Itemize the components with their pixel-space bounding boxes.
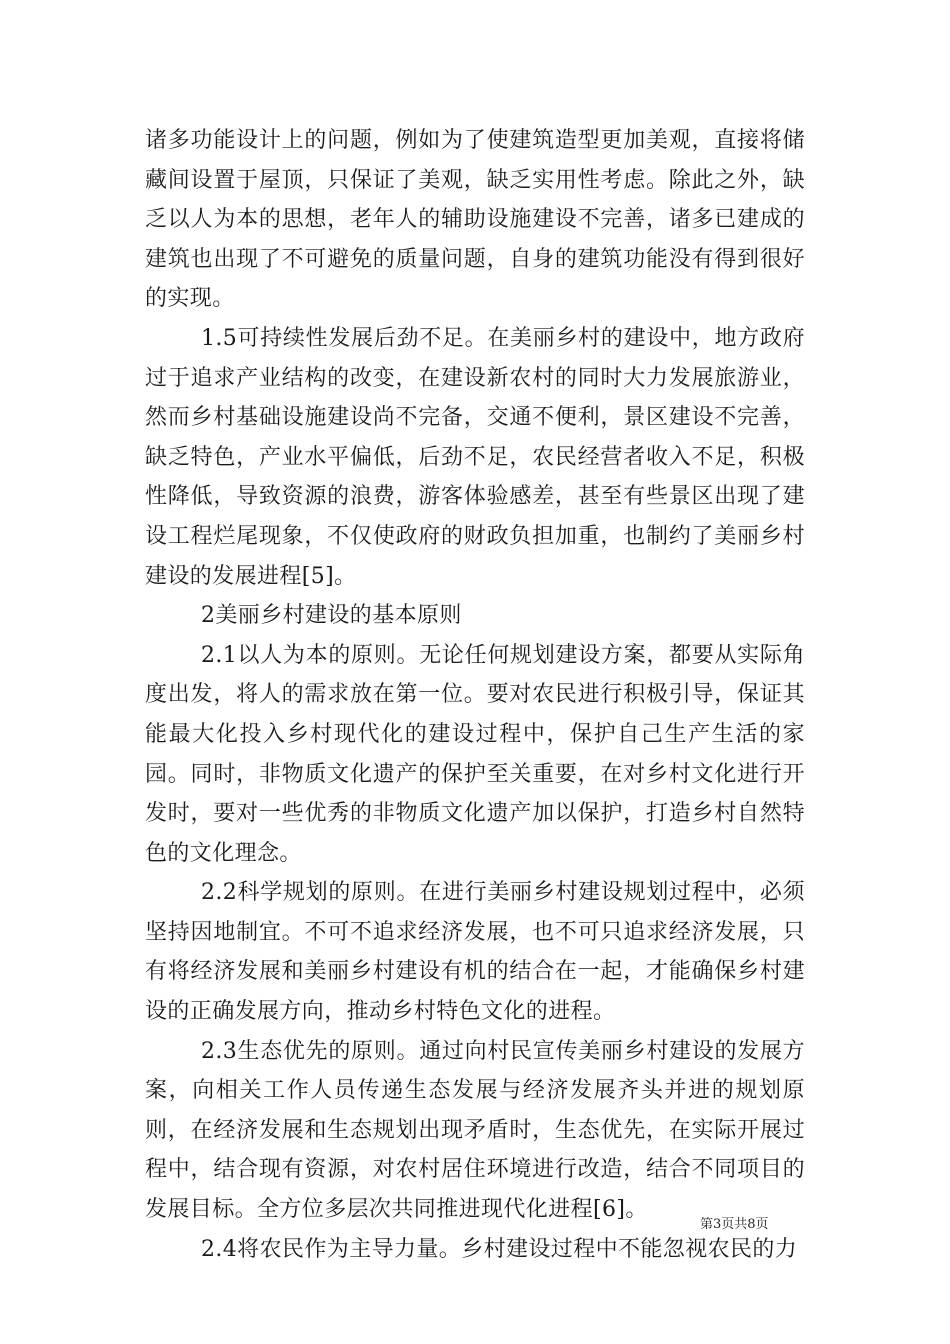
paragraph-section-1-5: 1.5可持续性发展后劲不足。在美丽乡村的建设中，地方政府过于追求产业结构的改变，在建设新农村的同时大力发展旅游业，然而乡村基础设施建设尚不完备，交通不便利，景区建设不完善，缺乏特色，产业水平偏低，后劲不足，农民经营者收入不足，积极性降低，导致资源的浪费，游客体验感差，甚至有些景区出现了建设工程烂尾现象，不仅使政府的财政负担加重，也制约了美丽乡村建设的发展进程[5]。 xyxy=(145,325,805,589)
paragraph-section-2-3: 2.3生态优先的原则。通过向村民宣传美丽乡村建设的发展方案，向相关工作人员传递生态发展与经济发展齐头并进的规划原则，在经济发展和生态规划出现矛盾时，生态优先，在实际开展过程中，结合现有资源，对农村居住环境进行改造，结合不同项目的发展目标。全方位多层次共同推进现代化进程[6]。 xyxy=(145,1038,805,1223)
page-number-footer: 第3页共8页 xyxy=(700,1217,769,1232)
paragraph-section-2-4: 2.4将农民作为主导力量。乡村建设过程中不能忽视农民的力 xyxy=(201,1236,798,1262)
paragraph-section-2-2: 2.2科学规划的原则。在进行美丽乡村建设规划过程中，必须坚持因地制宜。不可不追求经济发展，也不可只追求经济发展，只有将经济发展和美丽乡村建设有机的结合在一起，才能确保乡村建设的正确发展方向，推动乡村特色文化的进程。 xyxy=(145,880,805,1025)
paragraph-section-2-1: 2.1以人为本的原则。无论任何规划建设方案，都要从实际角度出发，将人的需求放在第一位。要对农民进行积极引导，保证其能最大化投入乡村现代化的建设过程中，保护自己生产生活的家园。同时，非物质文化遗产的保护至关重要，在对乡村文化进行开发时，要对一些优秀的非物质文化遗产加以保护，打造乡村自然特色的文化理念。 xyxy=(145,642,805,866)
section-heading-2: 2美丽乡村建设的基本原则 xyxy=(201,603,462,629)
paragraph-continuation: 诸多功能设计上的问题，例如为了使建筑造型更加美观，直接将储藏间设置于屋顶，只保证了美观，缺乏实用性考虑。除此之外，缺乏以人为本的思想，老年人的辅助设施建设不完善，诸多已建成的建筑也出现了不可避免的质量问题，自身的建筑功能没有得到很好的实现。 xyxy=(145,128,805,312)
document-body xyxy=(145,121,805,1269)
